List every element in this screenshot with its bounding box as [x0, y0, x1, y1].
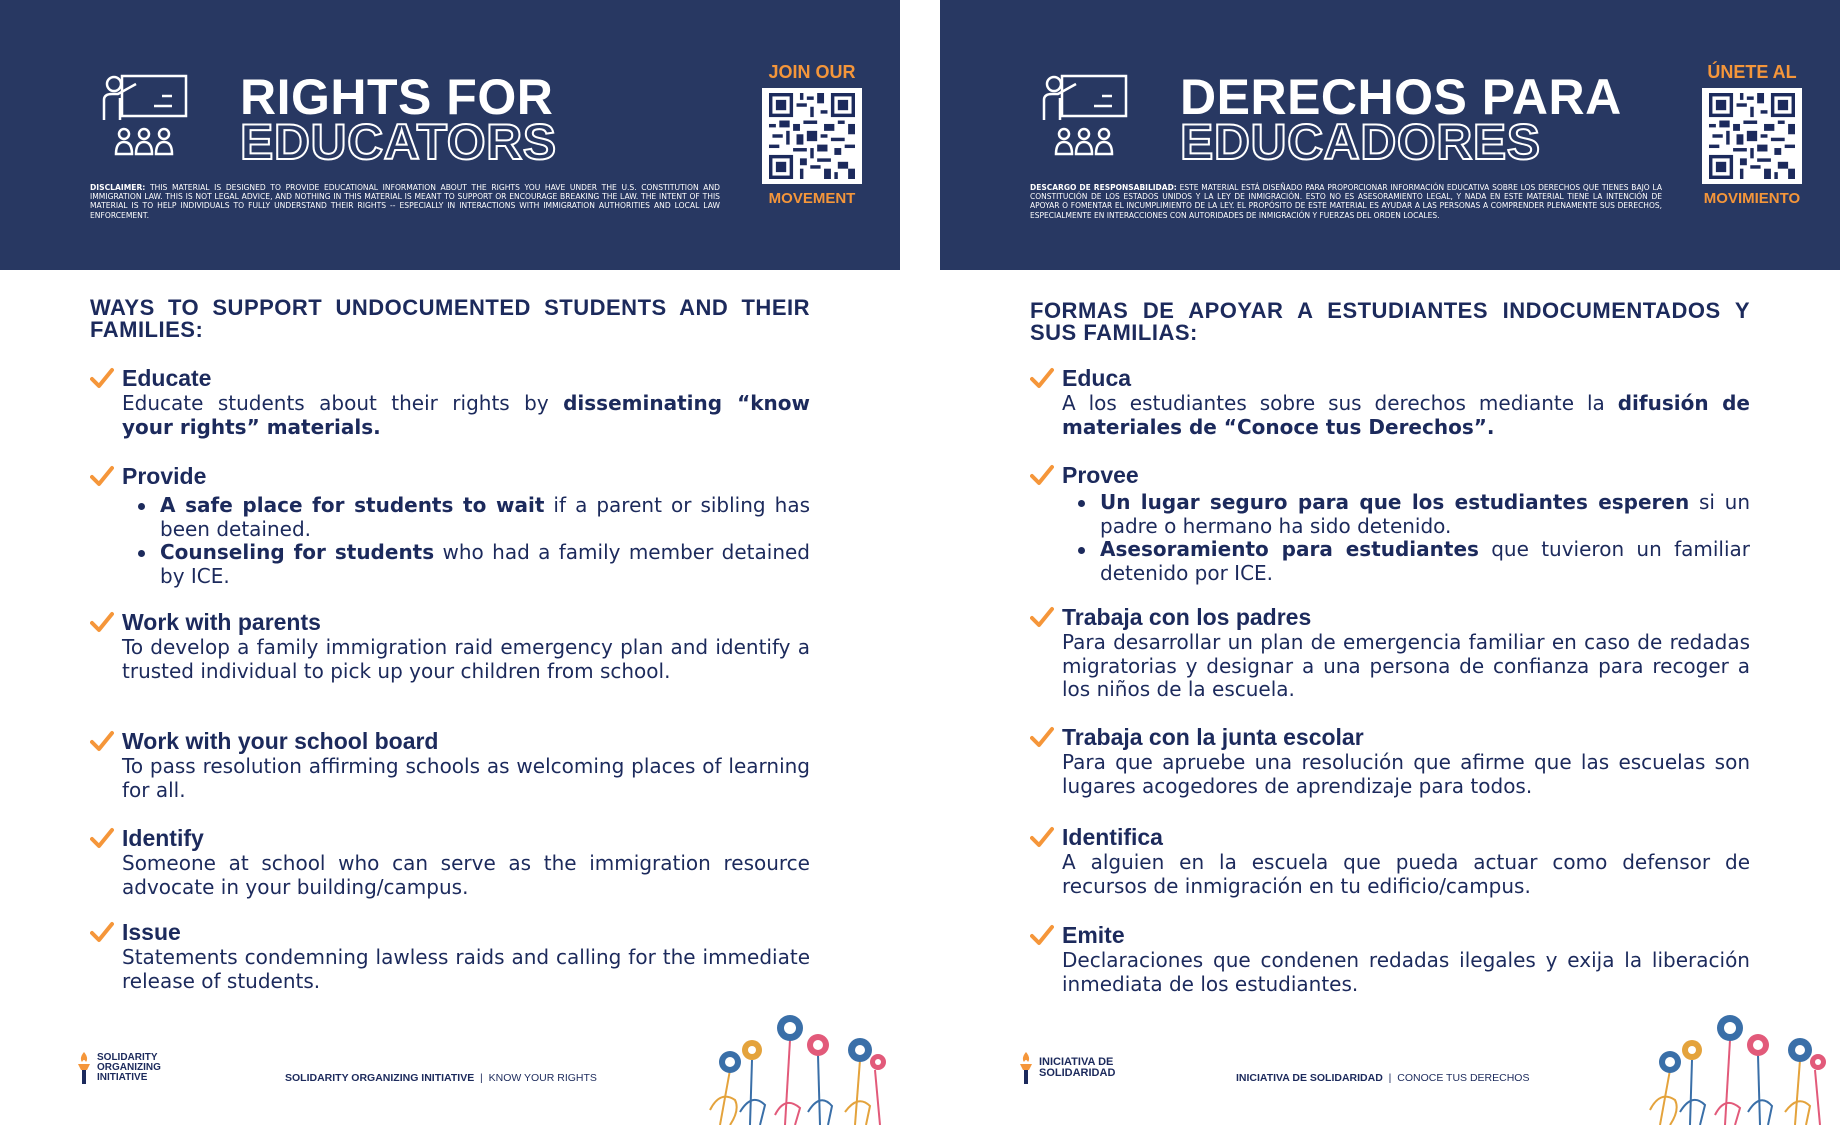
footer-text: [1236, 1072, 1529, 1084]
check-icon: [90, 611, 114, 633]
logo-line: ORGANIZING: [97, 1062, 161, 1073]
logo-text: [1039, 1057, 1115, 1079]
flower-hands-illustration: [690, 1000, 900, 1125]
item-emite: [1030, 921, 1750, 996]
item-title: Emite: [1062, 921, 1125, 948]
logo-line: INICIATIVA DE: [1039, 1056, 1114, 1068]
disclaimer: [90, 183, 720, 220]
section-title: FORMAS DE APOYAR A ESTUDIANTES INDOCUMENTADOS Y SUS FAMILIAS:: [1030, 298, 1750, 345]
item-body-bold: disseminating “know your rights” materials.: [122, 391, 810, 439]
bullet-item: [1100, 491, 1750, 538]
item-issue: [90, 918, 810, 993]
check-icon: [90, 730, 114, 752]
check-icon: [1030, 367, 1054, 389]
title-line2: EDUCATORS: [240, 114, 557, 170]
flyer-spanish: [940, 0, 1840, 1125]
flyer-english: [0, 0, 900, 1125]
qr-code-icon[interactable]: [1702, 88, 1802, 184]
footer-tagline: CONOCE TUS DERECHOS: [1397, 1072, 1530, 1084]
item-identifica: [1030, 823, 1750, 898]
item-title: Work with parents: [122, 608, 321, 635]
header-banner: [0, 0, 900, 270]
check-icon: [1030, 924, 1054, 946]
bullet-item: [160, 494, 810, 541]
qr-code-icon[interactable]: [762, 88, 862, 184]
item-body: [1062, 392, 1750, 439]
check-icon: [1030, 826, 1054, 848]
teacher-board-icon: [100, 70, 190, 160]
item-trabaja-con-la-junta-escolar: [1030, 723, 1750, 798]
bullet-list: [160, 494, 810, 588]
item-title: Provee: [1062, 461, 1139, 488]
disclaimer-label: DESCARGO DE RESPONSABILIDAD:: [1030, 183, 1177, 192]
item-title: Trabaja con los padres: [1062, 603, 1312, 630]
logo-line: INITIATIVE: [97, 1072, 148, 1083]
bullet-list: [1100, 491, 1750, 585]
item-title: Provide: [122, 462, 207, 489]
join-label-bottom: MOVIMIENTO: [1703, 190, 1801, 207]
organization-logo: [75, 1050, 161, 1086]
check-icon: [90, 465, 114, 487]
item-title: Educate: [122, 364, 212, 391]
item-body: A alguien en la escuela que pueda actuar como defensor de recursos de inmigración en tu edificio/campus.: [1062, 850, 1750, 898]
disclaimer: [1030, 183, 1662, 220]
item-trabaja-con-los-padres: [1030, 603, 1750, 702]
section-title: WAYS TO SUPPORT UNDOCUMENTED STUDENTS AND THEIR FAMILIES:: [90, 295, 810, 342]
footer-org: INICIATIVA DE SOLIDARIDAD: [1236, 1072, 1383, 1084]
bullet-bold: Counseling for students: [160, 540, 435, 564]
item-body-text: A los estudiantes sobre sus derechos mediante la: [1062, 391, 1618, 415]
item-body: Declaraciones que condenen redadas ilegales y exija la liberación inmediata de los estudiantes.: [1062, 948, 1750, 996]
footer-text: [285, 1072, 597, 1084]
header-banner: [940, 0, 1840, 270]
bullet-text: que tuvieron un familiar detenido por ICE.: [1100, 537, 1750, 585]
join-label-bottom: MOVEMENT: [768, 190, 856, 207]
item-educate: [90, 364, 810, 439]
item-identify: [90, 824, 810, 899]
logo-line: SOLIDARITY: [97, 1052, 158, 1063]
check-icon: [1030, 726, 1054, 748]
item-title: Issue: [122, 918, 181, 945]
disclaimer-text: ESTE MATERIAL ESTÁ DISEÑADO PARA PROPORCIONAR INFORMACIÓN EDUCATIVA SOBRE LOS DERECHOS QUE TIENES BAJO LA CONSTITUCIÓN DE LOS ESTADOS UNIDOS Y LA LEY DE INMIGRACIÓN. ESTO NO ES ASESORAMIENTO LEGAL, Y NADA EN ESTE MATERIAL TIENE LA INTENCIÓN DE APOYAR O FOMENTAR EL INCUMPLIMIENTO DE LA LEY. EL PROPÓSITO DE ESTE MATERIAL ES AYUDAR A LAS PERSONAS A COMPRENDER PLENAMENTE SUS DERECHOS, ESPECIALMENTE EN INTERACCIONES CON AUTORIDADES DE INMIGRACIÓN Y FUERZAS DEL ORDEN LOCALES.: [1030, 183, 1663, 220]
check-icon: [90, 827, 114, 849]
item-work-with-parents: [90, 608, 810, 683]
item-title: Trabaja con la junta escolar: [1062, 723, 1364, 750]
check-icon: [90, 921, 114, 943]
item-title: Identifica: [1062, 823, 1163, 850]
title-line1: DERECHOS PARA: [1180, 69, 1622, 125]
check-icon: [90, 367, 114, 389]
item-body: Statements condemning lawless raids and calling for the immediate release of students.: [122, 945, 810, 993]
torch-logo-icon: [75, 1050, 93, 1086]
check-icon: [1030, 464, 1054, 486]
item-body: Para desarrollar un plan de emergencia familiar en caso de redadas migratorias y designar a una persona de confianza para recoger a los niños de la escuela.: [1062, 630, 1750, 701]
join-label-top: ÚNETE AL: [1707, 62, 1797, 82]
disclaimer-text: THIS MATERIAL IS DESIGNED TO PROVIDE EDUCATIONAL INFORMATION ABOUT THE RIGHTS YOU HAVE UNDER THE U.S. CONSTITUTION AND IMMIGRATION LAW. THIS IS NOT LEGAL ADVICE, AND NOTHING IN THIS MATERIAL IS MEANT TO SUPPORT OR ENCOURAGE BREAKING THE LAW. THE INTENT OF THIS MATERIAL IS TO HELP INDIVIDUALS TO FULLY UNDERSTAND THEIR RIGHTS -- ESPECIALLY IN INTERACTIONS WITH IMMIGRATION AUTHORITIES AND LOCAL LAW ENFORCEMENT.: [90, 183, 720, 220]
join-label-top: JOIN OUR: [768, 62, 856, 82]
logo-text: [97, 1053, 161, 1083]
teacher-board-icon: [1040, 70, 1130, 160]
check-icon: [1030, 606, 1054, 628]
torch-logo-icon: [1017, 1050, 1035, 1086]
item-provee: [1030, 461, 1750, 585]
item-title: Educa: [1062, 364, 1132, 391]
item-body: To pass resolution affirming schools as welcoming places of learning for all.: [122, 754, 810, 802]
disclaimer-label: DISCLAIMER:: [90, 183, 146, 192]
bullet-text: if a parent or sibling has been detained.: [160, 493, 810, 541]
bullet-item: [1100, 538, 1750, 585]
footer-separator: |: [480, 1072, 483, 1084]
footer-org: SOLIDARITY ORGANIZING INITIATIVE: [285, 1072, 475, 1084]
item-work-with-school-board: [90, 727, 810, 802]
item-body-text: Educate students about their rights by: [122, 391, 564, 415]
item-body: [122, 392, 810, 439]
title-line1: RIGHTS FOR: [240, 69, 554, 125]
item-educa: [1030, 364, 1750, 439]
bullet-bold: Asesoramiento para estudiantes: [1100, 537, 1479, 561]
item-body: Para que apruebe una resolución que afirme que las escuelas son lugares acogedores de aprendizaje para todos.: [1062, 750, 1750, 798]
bullet-bold: Un lugar seguro para que los estudiantes esperen: [1100, 490, 1690, 514]
item-body: To develop a family immigration raid emergency plan and identify a trusted individual to pick up your children from school.: [122, 635, 810, 683]
item-body-bold: difusión de materiales de “Conoce tus Derechos”.: [1062, 391, 1750, 439]
item-title: Work with your school board: [122, 727, 439, 754]
bullet-item: [160, 541, 810, 588]
bullet-bold: A safe place for students to wait: [160, 493, 545, 517]
bullet-text: who had a family member detained by ICE.: [160, 540, 810, 588]
organization-logo: [1017, 1050, 1115, 1086]
flower-hands-illustration: [1630, 1000, 1840, 1125]
footer-tagline: KNOW YOUR RIGHTS: [488, 1072, 597, 1084]
footer-separator: |: [1388, 1072, 1392, 1084]
logo-line: SOLIDARIDAD: [1039, 1067, 1116, 1079]
item-body: Someone at school who can serve as the immigration resource advocate in your building/campus.: [122, 851, 810, 899]
title-line2: EDUCADORES: [1180, 114, 1541, 170]
item-title: Identify: [122, 824, 204, 851]
bullet-text: si un padre o hermano ha sido detenido.: [1100, 490, 1751, 538]
item-provide: [90, 462, 810, 588]
